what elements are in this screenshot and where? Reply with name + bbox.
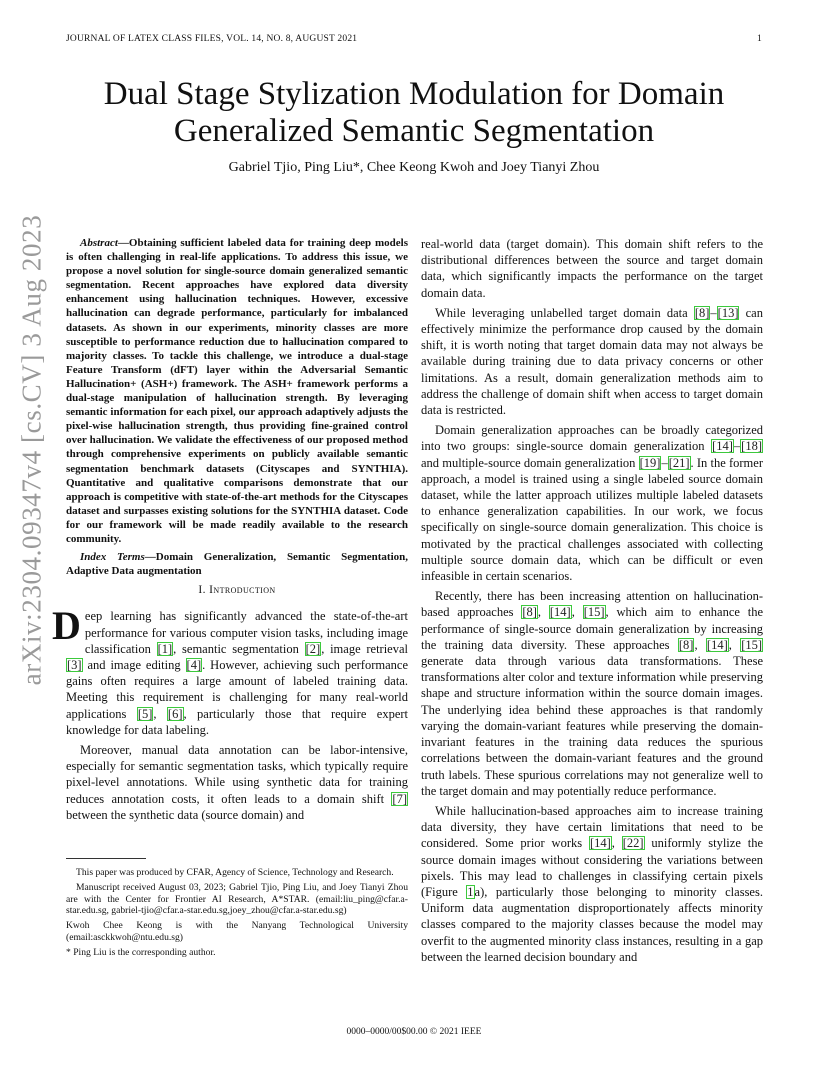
author-list: Gabriel Tjio, Ping Liu*, Chee Keong Kwoh and Joey Tianyi Zhou bbox=[228, 160, 600, 175]
text-run: , particularly those that require expert knowledge for data labeling. bbox=[66, 706, 409, 737]
text-run: uniformly stylize the source domain images without considering the variations between pixels. This may lead to challenges in classifying certain pixels (Figure bbox=[421, 836, 763, 899]
abstract bbox=[66, 236, 408, 546]
text-run: – bbox=[661, 455, 668, 470]
intro-paragraph-2 bbox=[66, 742, 408, 823]
citation-link[interactable]: [8] bbox=[694, 305, 710, 320]
text-run: can effectively minimize the performance drop caused by the domain shift, it is worth noting that target domain data may not always be available during training due to data privacy concerns or other limitations. As a result, domain generalization methods aim to address the challenge of domain shift when access to target domain data is restricted. bbox=[421, 305, 763, 418]
text-run: – bbox=[733, 439, 741, 454]
text-run: , bbox=[728, 637, 741, 652]
text-run: , semantic segmentation bbox=[173, 641, 305, 656]
abstract-text: —Obtaining sufficient labeled data for training deep models is often challenging in real-life applications. To address this issue, we propose a novel solution for single-source domain generalized semantic segmentation. Recent approaches have explored data diversity enhancement using hallucination techniques. However, excessive hallucination can degrade performance, particularly for imbalanced datasets. As shown in our experiments, minority classes are more susceptible to performance reduction due to hallucination compared to majority classes. To tackle this challenge, we introduce a dual-stage Feature Transform (dFT) layer within the Adversarial Semantic Hallucination+ (ASH+) framework. The ASH+ framework performs a dual-stage manipulation of hallucination strength. By leveraging semantic information for each pixel, our approach adaptively adjusts the pixel-wise hallucination strength, thus providing fine-grained control over hallucination. We validate the effectiveness of our proposed method through comprehensive experiments on publicly available semantic segmentation benchmark datasets (Cityscapes and SYNTHIA). Quantitative and qualitative comparisons demonstrate that our approach is competitive with state-of-the-art methods for the Cityscapes dataset and surpasses existing solutions for the SYNTHIA dataset. Code for our framework will be made readily available to the research community. bbox=[66, 237, 408, 545]
footnote-3: Kwoh Chee Keong is with the Nanyang Technological University (email:asckkwoh@ntu.edu.sg) bbox=[66, 920, 408, 943]
text-run: Domain generalization approaches can be broadly categorized into two groups: single-source domain generalization bbox=[421, 423, 763, 454]
citation-link[interactable]: [21] bbox=[668, 455, 690, 470]
text-run: – bbox=[710, 305, 717, 320]
citation-link[interactable]: [2] bbox=[305, 641, 321, 656]
index-terms bbox=[66, 550, 408, 578]
citation-link[interactable]: [15] bbox=[741, 637, 763, 652]
citation-link[interactable]: [14] bbox=[712, 439, 733, 454]
paragraph-dg-approaches bbox=[421, 422, 763, 584]
text-run: While leveraging unlabelled target domain data bbox=[435, 305, 694, 320]
citation-link[interactable]: [4] bbox=[186, 658, 202, 673]
page-number: 1 bbox=[757, 34, 762, 44]
running-header bbox=[66, 34, 762, 48]
text-run: , bbox=[694, 637, 706, 652]
citation-link[interactable]: [1] bbox=[157, 641, 173, 656]
citation-link[interactable]: [5] bbox=[137, 706, 153, 721]
paper-title bbox=[80, 76, 748, 150]
text-run: , bbox=[571, 605, 583, 620]
text-run: eep learning has significantly advanced the state-of-the-art performance for various computer vision tasks, including image classification bbox=[84, 609, 408, 656]
text-run: Moreover, manual data annotation can be labor-intensive, especially for semantic segmentation tasks, which typically require pixel-level annotations. While using synthetic data for training reduces annotation costs, it often leads to a domain shift bbox=[66, 743, 408, 806]
citation-link[interactable]: [18] bbox=[741, 439, 762, 454]
text-run: and image editing bbox=[82, 658, 186, 673]
citation-link[interactable]: [13] bbox=[717, 305, 739, 320]
text-run: between the synthetic data (source domain) and bbox=[66, 807, 305, 822]
paragraph-hallucination bbox=[421, 588, 763, 799]
footnote-4: * Ping Liu is the corresponding author. bbox=[66, 946, 216, 958]
journal-header: JOURNAL OF LATEX CLASS FILES, VOL. 14, NO. 8, AUGUST 2021 bbox=[66, 34, 358, 44]
intro-paragraph-1 bbox=[52, 603, 409, 738]
copyright-footer: 0000–0000/00$00.00 © 2021 IEEE bbox=[346, 1027, 482, 1037]
paragraph-continued: real-world data (target domain). This domain shift refers to the distributional differences between the source and target domain data, which significantly impacts the performance on the target domain data. bbox=[421, 237, 763, 300]
section-heading-introduction: I. Introduction bbox=[198, 584, 276, 597]
text-run: Recently, there has been increasing attention on hallucination-based approaches bbox=[421, 589, 763, 620]
citation-link[interactable]: [22] bbox=[622, 836, 644, 851]
index-terms-text: —Domain Generalization, Semantic Segmentation, Adaptive Data augmentation bbox=[66, 551, 408, 578]
text-run: generate data through various data transformations. These transformations alter color and texture information while preserving shape and structure information within the source domain images. The underlying idea behind these approaches is that randomly varying the domain-variant features while preserving the domain-invariant features in the training data reduces the spurious correlations between the domain-variant features and the ground truth labels. These spurious correlations may not generalize well to the target domain and may potentially reduce performance. bbox=[421, 654, 763, 798]
citation-link[interactable]: [3] bbox=[67, 658, 82, 673]
index-terms-label: Index Terms bbox=[80, 551, 145, 564]
citation-link[interactable]: [6] bbox=[167, 706, 183, 721]
citation-link[interactable]: [15] bbox=[583, 605, 605, 620]
citation-link[interactable]: [19] bbox=[639, 455, 661, 470]
text-run: . In the former approach, a model is trained using a single labeled source domain dataset, while the latter approach utilizes multiple labeled datasets to enhance generalization capabilities. In our work, we focus specifically on single-source domain generalization. This choice is motivated by the practical challenges associated with collecting multiple source domain data, which can be difficult or even infeasible in certain scenarios. bbox=[421, 455, 763, 584]
footnote-2: Manuscript received August 03, 2023; Gabriel Tjio, Ping Liu, and Joey Tianyi Zhou are with the Center for Frontier AI Research, A*STAR. (email:liu_ping@cfar.a-star.edu.sg, gabriel-tjio@cfar.a-star.edu.sg,joey_zhou@cfar.a-star.edu.sg) bbox=[66, 881, 408, 917]
paragraph-limitations bbox=[421, 803, 763, 965]
citation-link[interactable]: [8] bbox=[678, 637, 694, 652]
footnote-1: This paper was produced by CFAR, Agency of Science, Technology and Research. bbox=[76, 867, 394, 878]
figure-link[interactable]: 1 bbox=[467, 884, 474, 899]
abstract-label: Abstract bbox=[80, 237, 118, 249]
title-line-2: Generalized Semantic Segmentation bbox=[173, 113, 655, 149]
left-column bbox=[52, 236, 409, 827]
citation-link[interactable]: [7] bbox=[392, 791, 407, 806]
paragraph-target-data bbox=[421, 305, 763, 418]
citation-link[interactable]: [14] bbox=[549, 605, 571, 620]
text-run: , bbox=[537, 605, 549, 620]
right-column bbox=[421, 236, 763, 969]
text-run: . However, achieving such performance gains often requires a large amount of labeled training data. Meeting this requirement is challenging for many real-world applications bbox=[66, 658, 408, 721]
arxiv-sidebar bbox=[2, 150, 62, 750]
text-run: a), particularly those belonging to minority classes. Uniform data augmentation disproportionately affects minority classes compared to the majority classes because the model may overfit to the augmented minority class instances, resulting in a gap between the learned decision boundary and bbox=[421, 884, 763, 964]
text-run: , bbox=[611, 836, 622, 851]
footnotes bbox=[66, 858, 408, 962]
text-run: , bbox=[153, 706, 167, 721]
citation-link[interactable]: [14] bbox=[706, 637, 728, 652]
text-run: , image retrieval bbox=[321, 641, 409, 656]
citation-link[interactable]: [8] bbox=[522, 605, 537, 620]
text-run: and multiple-source domain generalization bbox=[421, 455, 639, 470]
citation-link[interactable]: [14] bbox=[589, 836, 611, 851]
footnote-rule bbox=[66, 858, 146, 859]
text-run: , which aim to enhance the performance of single-source domain generalization by increasing the training data diversity. These approaches bbox=[421, 605, 764, 652]
title-line-1: Dual Stage Stylization Modulation for Domain bbox=[103, 76, 725, 112]
arxiv-id[interactable]: arXiv:2304.09347v4 [cs.CV] 3 Aug 2023 bbox=[16, 214, 47, 686]
text-run: While hallucination-based approaches aim to increase training data diversity, they have certain limitations that need to be considered. Some prior works bbox=[421, 803, 763, 851]
drop-cap: D bbox=[52, 603, 81, 649]
